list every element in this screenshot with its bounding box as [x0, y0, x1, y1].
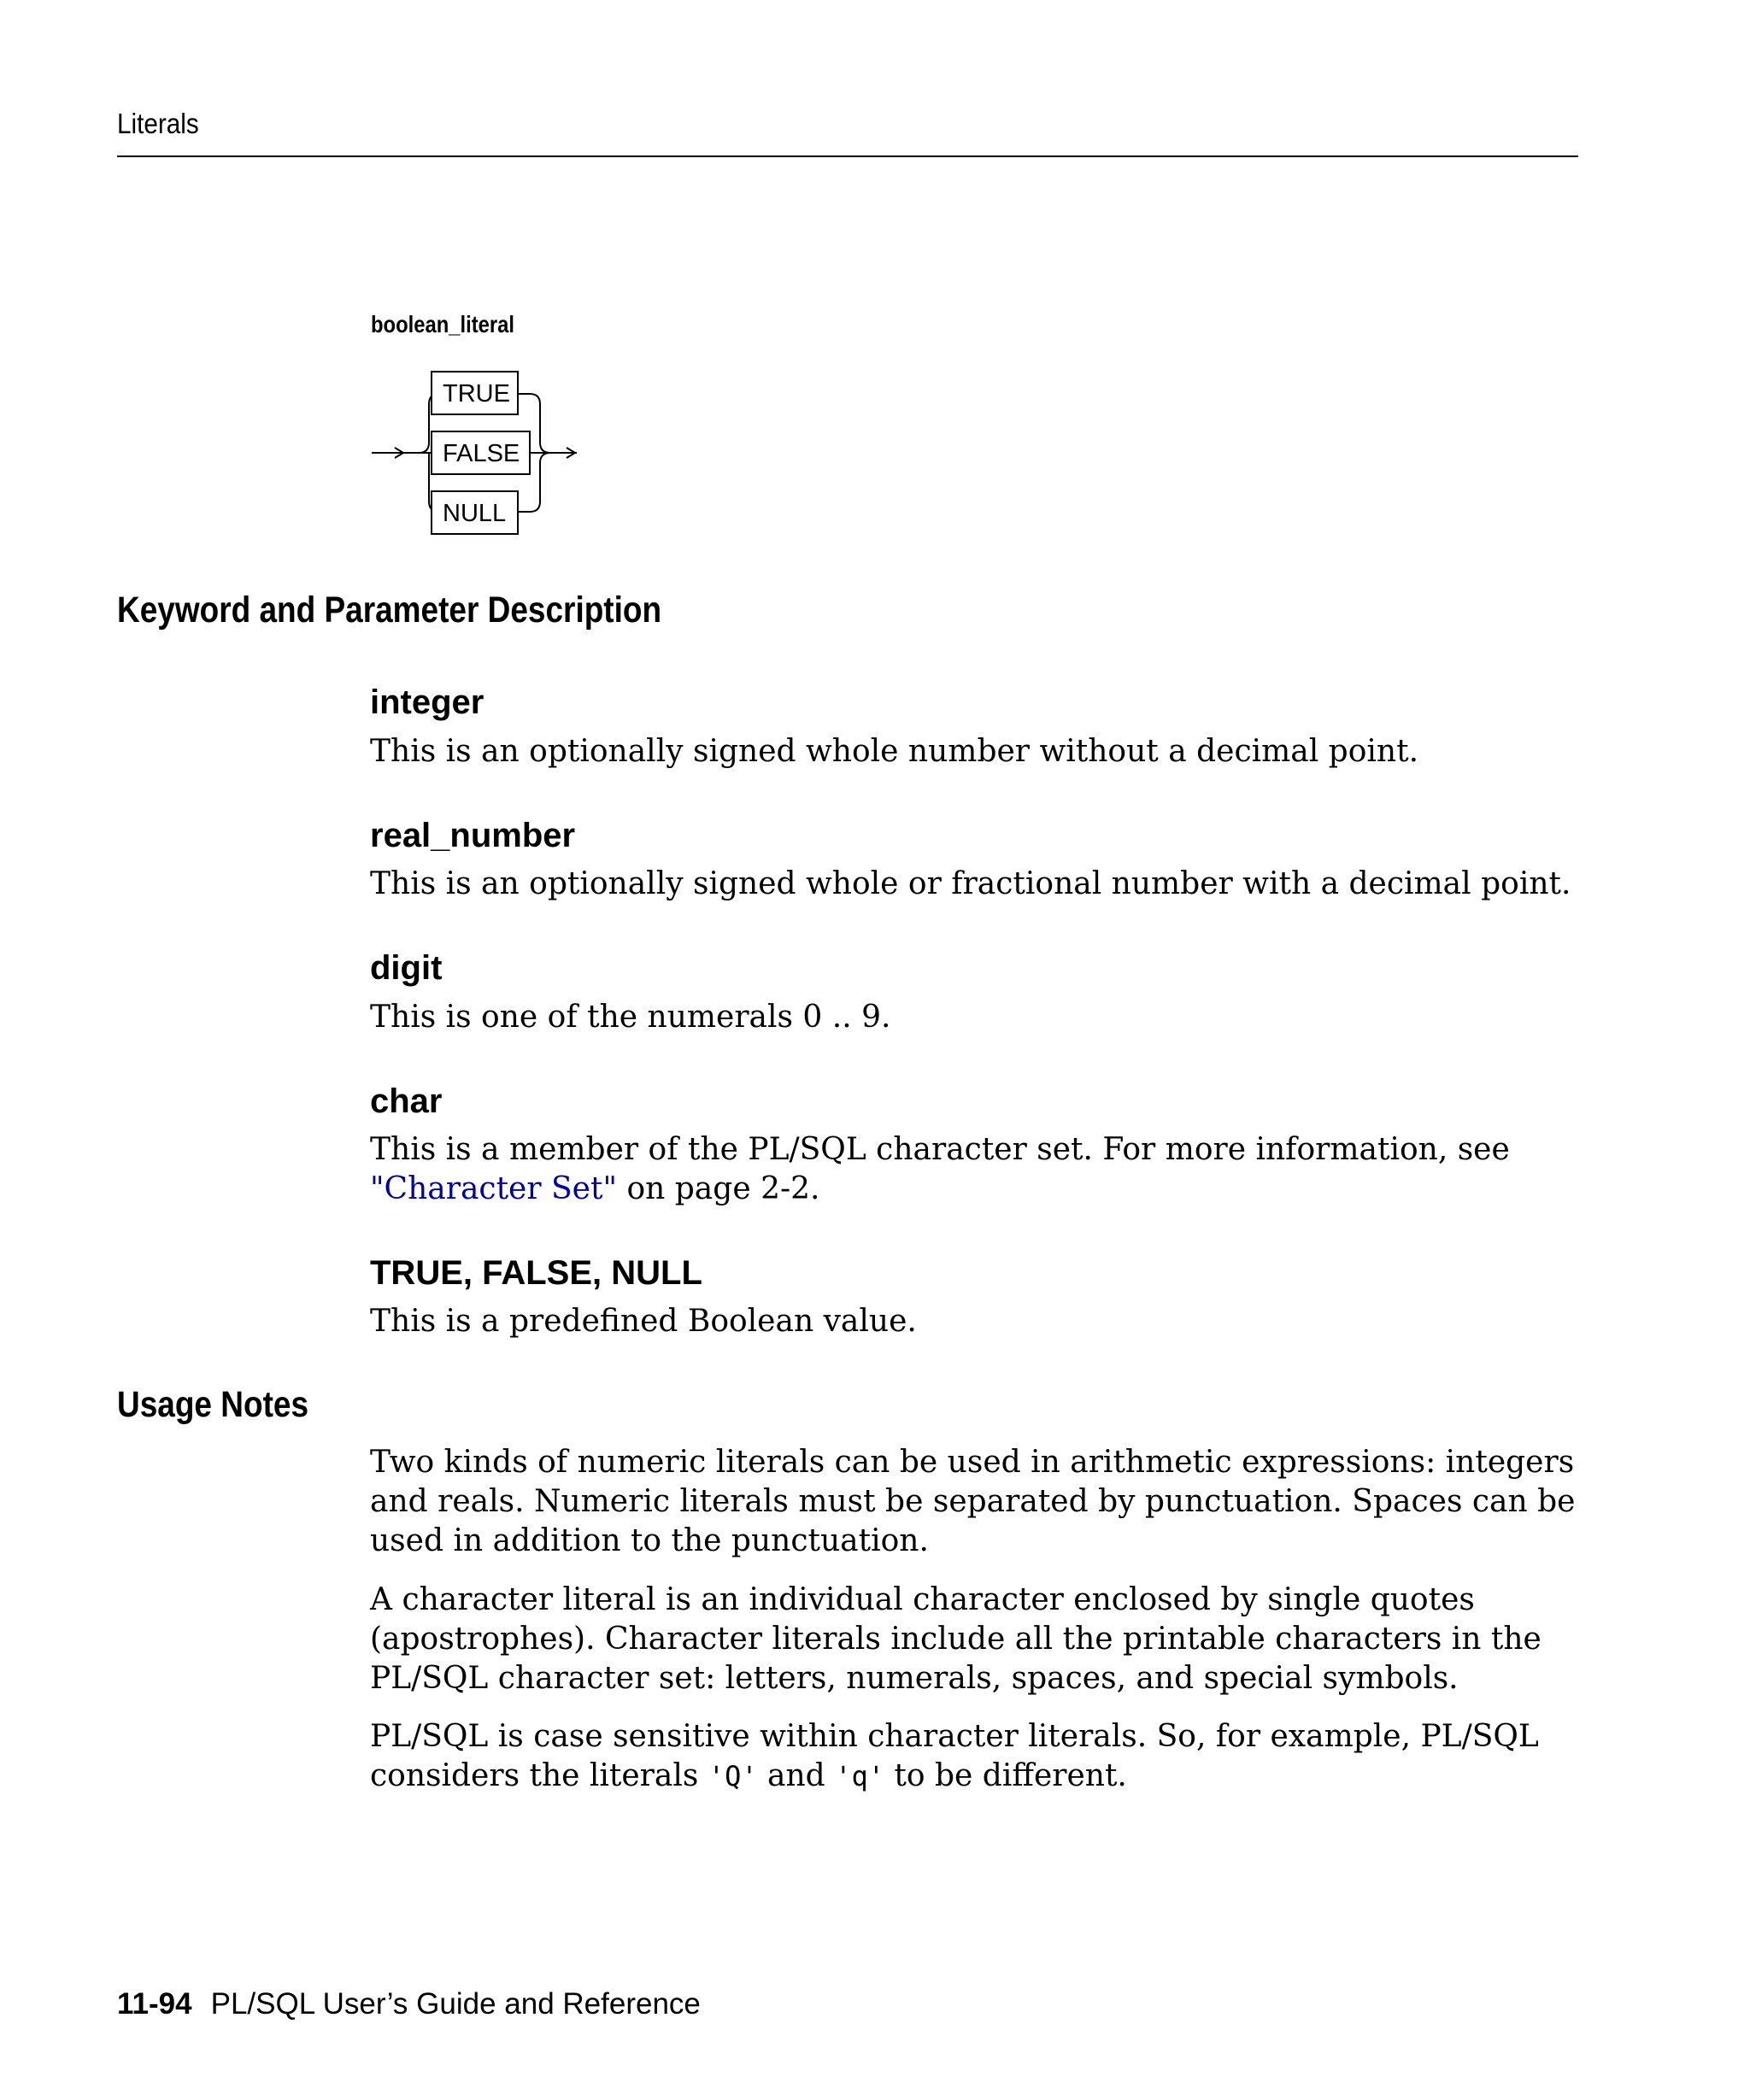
char-desc-page-ref: on page 2-2.: [617, 1171, 820, 1206]
param-desc-true-false-null: This is a predefined Boolean value.: [370, 1304, 917, 1339]
param-desc-integer: This is an optionally signed whole number without a decimal point.: [370, 734, 1419, 769]
param-term-char: char: [370, 1082, 443, 1120]
footer-page-number: 11-94: [117, 1987, 192, 2021]
option-label-null: NULL: [443, 500, 507, 527]
conclusion-text: to be different.: [884, 1758, 1127, 1793]
param-desc-real-number: This is an optionally signed whole or fractional number with a decimal point.: [370, 866, 1571, 901]
code-literal-upper-q: 'Q': [708, 1760, 758, 1792]
param-term-digit: digit: [370, 949, 443, 987]
param-desc-char: [370, 1130, 1583, 1209]
option-label-false: FALSE: [443, 440, 520, 467]
param-term-true-false-null: TRUE, FALSE, NULL: [370, 1254, 702, 1292]
param-desc-digit: This is one of the numerals 0 .. 9.: [370, 1000, 891, 1035]
param-term-real-number: real_number: [370, 817, 576, 854]
footer-book-title: PL/SQL User’s Guide and Reference: [210, 1987, 701, 2021]
code-literal-lower-q: 'q': [835, 1760, 884, 1792]
boolean-literal-syntax-diagram: [367, 363, 590, 543]
usage-note-paragraph-3: [370, 1717, 1583, 1796]
char-desc-text: This is a member of the PL/SQL character set. For more information, see: [370, 1132, 1510, 1167]
usage-note-paragraph-2: A character literal is an individual character enclosed by single quotes (apostrophes). Character literals include all the printable characters in the PL/SQL character set: letters, numerals, spaces, and special symbols.: [370, 1582, 1542, 1696]
usage-note-paragraph-1: Two kinds of numeric literals can be used in arithmetic expressions: integers and reals. Numeric literals must be separated by punctuation. Spaces can be used in addition to the punctuation.: [370, 1445, 1576, 1558]
case-sensitivity-text: PL/SQL is case sensitive within character literals. So, for example, PL/SQL considers the literals: [370, 1719, 1539, 1793]
diagram-title: boolean_literal: [371, 311, 514, 337]
character-set-link[interactable]: "Character Set": [370, 1171, 618, 1206]
keyword-section-heading: Keyword and Parameter Description: [117, 590, 662, 631]
conjunction-text: and: [757, 1758, 836, 1793]
param-term-integer: integer: [370, 683, 484, 721]
header-rule: [117, 155, 1578, 157]
usage-notes-heading: Usage Notes: [117, 1384, 309, 1425]
page-footer: [117, 1987, 701, 2021]
option-label-true: TRUE: [443, 380, 510, 408]
running-header-title: Literals: [117, 108, 199, 139]
